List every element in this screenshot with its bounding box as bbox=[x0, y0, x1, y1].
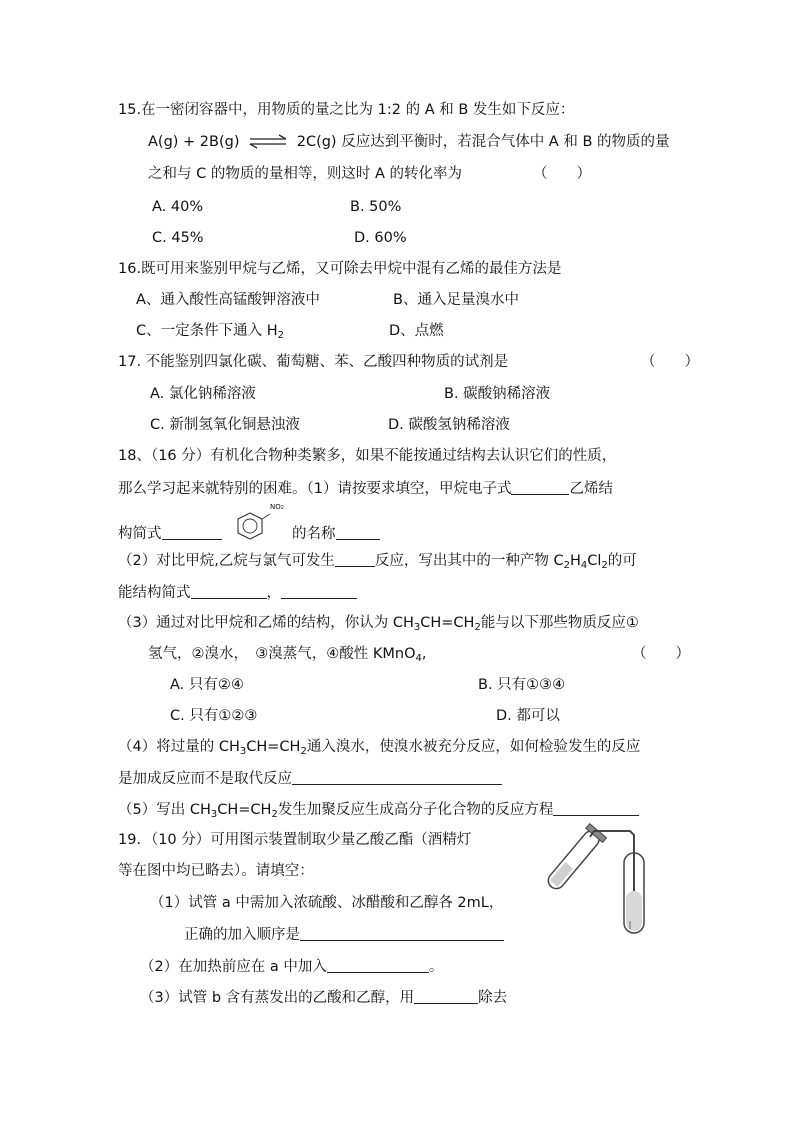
answer-blank[interactable] bbox=[553, 799, 639, 816]
q18-option-d: D. 都可以 bbox=[496, 708, 560, 724]
q17-option-b: B. 碳酸钠稀溶液 bbox=[444, 386, 551, 402]
answer-blank[interactable] bbox=[300, 924, 504, 941]
q15-equation-line bbox=[148, 132, 670, 152]
q17-answer-paren: （ ） bbox=[641, 354, 699, 370]
equilibrium-arrow-icon bbox=[248, 134, 288, 148]
q18-part2: （2）对比甲烷,乙烷与氯气可发生 反应，写出其中的一种产物 $C_2H_4Cl_2$的可 bbox=[118, 550, 637, 576]
q15-option-d: D. 60% bbox=[354, 230, 407, 246]
q16-stem: 16.既可用来鉴别甲烷与乙烯，又可除去甲烷中混有乙烯的最佳方法是 bbox=[118, 261, 562, 277]
q15-line3: 之和与 C 的物质的量相等，则这时 A 的转化率为 bbox=[148, 166, 462, 182]
answer-blank[interactable] bbox=[511, 478, 569, 495]
q19-line2: 等在图中均已略去）。请填空： bbox=[118, 863, 314, 879]
q18-answer-paren: （ ） bbox=[632, 646, 690, 662]
q17-option-d: D. 碳酸氢钠稀溶液 bbox=[388, 417, 510, 433]
q16-option-d: D、点燃 bbox=[389, 323, 444, 339]
answer-blank[interactable] bbox=[292, 768, 502, 785]
q15-eq-right: 2C(g) bbox=[296, 134, 337, 150]
q18-part5: （5）写出 $CH_3CH=CH_2$发生加聚反应生成高分子化合物的反应方程 bbox=[118, 799, 639, 825]
ester-apparatus-figure bbox=[532, 825, 662, 935]
q18-part3: （3）通过对比甲烷和乙烯的结构，你认为 $CH_3CH=CH_2$能与以下那些物质反应① bbox=[118, 615, 639, 633]
q18-part4: （4）将过量的 $CH_3CH=CH_2$通入溴水，使溴水被充分反应，如何检验发生的反应 bbox=[118, 739, 641, 757]
q18-line2: 那么学习起来就特别的困难。（1）请按要求填空，甲烷电子式 乙烯结 bbox=[118, 478, 613, 499]
q18-stem: 18、（16 分）有机化合物种类繁多，如果不能按通过结构去认识它们的性质， bbox=[118, 448, 617, 464]
q18-option-c: C. 只有①②③ bbox=[170, 708, 258, 724]
answer-blank[interactable] bbox=[162, 523, 222, 540]
q15-answer-paren: （ ） bbox=[533, 166, 591, 182]
answer-blank[interactable] bbox=[414, 987, 478, 1004]
q19-part3: （3）试管 b 含有蒸发出的乙酸和乙醇，用 除去 bbox=[140, 987, 507, 1008]
q18-part2-line2: 能结构简式 ， bbox=[118, 582, 357, 603]
q19-part1-line2: 正确的加入顺序是 bbox=[184, 924, 504, 945]
q16-option-a: A、通入酸性高锰酸钾溶液中 bbox=[136, 292, 320, 308]
q17-option-c: C. 新制氢氧化铜悬浊液 bbox=[150, 417, 300, 433]
q15-option-b: B. 50% bbox=[350, 199, 402, 215]
q19-part1: （1）试管 a 中需加入浓硫酸、冰醋酸和乙醇各 2mL， bbox=[150, 895, 504, 911]
q17-stem: 17. 不能鉴别四氯化碳、葡萄糖、苯、乙酸四种物质的试剂是 bbox=[118, 354, 509, 370]
q19-part2: （2）在加热前应在 a 中加入 。 bbox=[140, 956, 443, 977]
answer-blank[interactable] bbox=[335, 550, 375, 567]
q15-option-c: C. 45% bbox=[152, 230, 204, 246]
q18-line3b: 的名称 bbox=[292, 523, 380, 544]
q15-option-a: A. 40% bbox=[152, 199, 204, 215]
q18-part3-line2: 氢气，②溴水， ③溴蒸气，④酸性 KMnO$_4$, bbox=[148, 646, 427, 664]
answer-blank[interactable] bbox=[336, 523, 380, 540]
q15-line2: 反应达到平衡时，若混合气体中 A 和 B 的物质的量 bbox=[341, 134, 670, 150]
q18-option-a: A. 只有②④ bbox=[170, 677, 244, 693]
q17-option-a: A. 氯化钠稀溶液 bbox=[150, 386, 256, 402]
q18-option-b: B. 只有①③④ bbox=[478, 677, 566, 693]
q15-stem: 15.在一密闭容器中，用物质的量之比为 1:2 的 A 和 B 发生如下反应： bbox=[118, 102, 575, 118]
answer-blank[interactable] bbox=[281, 582, 357, 599]
q18-no2-label: NO2 bbox=[270, 503, 284, 511]
q19-stem: 19．（10 分）可用图示装置制取少量乙酸乙酯（酒精灯 bbox=[118, 832, 472, 848]
answer-blank[interactable] bbox=[327, 956, 429, 973]
q15-eq-left: A(g) + 2B(g) bbox=[148, 134, 240, 150]
q16-option-b: B、通入足量溴水中 bbox=[393, 292, 519, 308]
q18-line3a: 构简式 bbox=[118, 523, 222, 544]
answer-blank[interactable] bbox=[191, 582, 267, 599]
q18-part4-line2: 是加成反应而不是取代反应 bbox=[118, 768, 502, 789]
q16-option-c: C、一定条件下通入 $H_2$ bbox=[136, 323, 285, 341]
